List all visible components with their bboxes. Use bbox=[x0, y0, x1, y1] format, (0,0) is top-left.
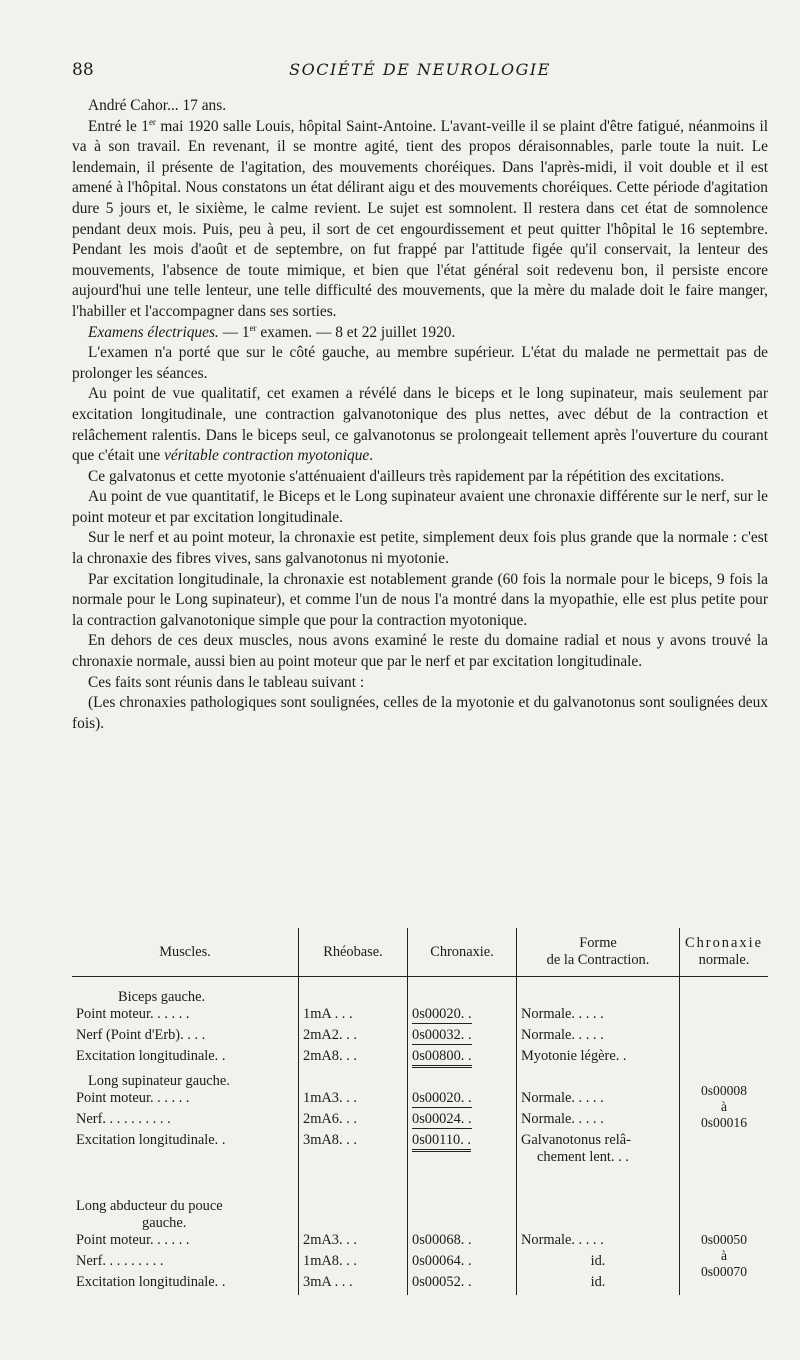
table-row: Point moteur. . . . . . 1mA3. . . 0s00020. . Normale. . . . . bbox=[72, 1090, 768, 1111]
paragraph-nerve: Sur le nerf et au point moteur, la chronaxie est petite, simplement deux fois plus grande que la normale : c'est la chronaxie des fibres vives, sans galvanotonus ni myotonie. bbox=[72, 529, 768, 568]
article-body bbox=[72, 96, 768, 734]
page-number: 88 bbox=[72, 60, 94, 80]
page-header bbox=[72, 60, 768, 90]
table-row: Point moteur. . . . . . 2mA3. . . 0s00068. . Normale. . . . . 0s00050 à 0s00070 bbox=[72, 1232, 768, 1253]
table-row: Excitation longitudinale. . 3mA8. . . 0s00110. . Galvanotonus relâ- chement lent. . . bbox=[72, 1132, 768, 1166]
header-rheobase: Rhéobase. bbox=[299, 928, 408, 977]
normal-range-group3: 0s00050 à 0s00070 bbox=[680, 1232, 769, 1295]
paragraph-table-intro: Ces faits sont réunis dans le tableau suivant : bbox=[88, 673, 365, 691]
running-title: SOCIÉTÉ DE NEUROLOGIE bbox=[289, 60, 551, 79]
table-header-row bbox=[72, 928, 768, 977]
paragraph-galvanotonus: Ce galvatonus et cette myotonie s'atténuaient d'ailleurs très rapidement par la répétition des excitations. bbox=[88, 467, 725, 485]
paragraph-qualitative: Au point de vue qualitatif, cet examen a révélé dans le biceps et le long supinateur, mais seulement par excitation longitudinale, une contraction galvanotonique des plus nettes, avec début de la contraction et relâchement ralentis. Dans le biceps seul, ce galvanotonus se prolongeait tellement après l'ouverture du courant que c'était une véritable contraction myotonique. bbox=[72, 385, 768, 465]
paragraph-patient: André Cahor... 17 ans. bbox=[88, 97, 227, 114]
table-row: Point moteur. . . . . . 1mA . . . 0s00020. . Normale. . . . . bbox=[72, 1006, 768, 1027]
paragraph-radial: En dehors de ces deux muscles, nous avons examiné le reste du domaine radial et nous y avons trouvé la chronaxie normale, aussi bien au point moteur que par le nerf et par excitation longitudinale. bbox=[72, 632, 768, 671]
paragraph-exam-scope: L'examen n'a porté que sur le côté gauche, au membre supérieur. L'état du malade ne permettait pas de prolonger les séances. bbox=[72, 344, 768, 382]
table-row: Nerf. . . . . . . . . 1mA8. . . 0s00064. . id. bbox=[72, 1253, 768, 1274]
header-rule bbox=[72, 977, 768, 986]
paragraph-table-note: (Les chronaxies pathologiques sont soulignées, celles de la myotonie et du galvanotonus sont soulignées deux fois). bbox=[72, 694, 768, 732]
chronaxie-table bbox=[72, 928, 768, 1295]
table-row: Excitation longitudinale. . 3mA . . . 0s00052. . id. bbox=[72, 1274, 768, 1295]
group-title-biceps: Biceps gauche. bbox=[72, 985, 768, 1006]
paragraph-history: Entré le 1er mai 1920 salle Louis, hôpital Saint-Antoine. L'avant-veille il se plaint d'être fatigué, néanmoins il va à son travail. En revenant, il se montre agité, tient des propos déraisonnables, parle toute la nuit. Le lendemain, il présente de l'agitation, des mouvements choréiques. Dans l'après-midi, il voit double et il est amené à l'hôpital. Nous constatons un état délirant aigu et des mouvements choréiques. Cette période d'agitation dure 5 jours et, le sixième, le calme revient. Le sujet est somnolent. Il restera dans cet état de somnolence pendant deux mois. Puis, peu à peu, il sort de cet engourdissement et peut quitter l'hôpital le 16 septembre. Pendant les mois d'août et de septembre, on fut frappé par l'attitude figée qu'il conservait, la lenteur des mouvements, l'absence de toute mimique, et bien que l'état général soit redevenu bon, il persiste encore aujourd'hui une telle lenteur, une telle difficulté des mouvements, que la mère du malade doit le faire manger, l'habiller et l'accompagner dans ses sorties. bbox=[72, 116, 769, 320]
header-forme: Forme de la Contraction. bbox=[517, 928, 680, 977]
table-row: Excitation longitudinale. . 2mA8. . . 0s00800. . Myotonie légère. . 0s00008 à 0s00016 bbox=[72, 1048, 768, 1069]
normal-range-group1: 0s00008 à 0s00016 bbox=[680, 1048, 769, 1166]
group-title-abducteur: Long abducteur du pouce gauche. bbox=[72, 1194, 768, 1232]
header-chronaxie: Chronaxie. bbox=[408, 928, 517, 977]
paragraph-exam-heading: Examens électriques. — 1er examen. — 8 et 22 juillet 1920. bbox=[88, 322, 456, 341]
table-row: Nerf. . . . . . . . . . 2mA6. . . 0s00024. . Normale. . . . . bbox=[72, 1111, 768, 1132]
group-title-supinateur: Long supinateur gauche. bbox=[72, 1069, 768, 1090]
paragraph-longitudinal: Par excitation longitudinale, la chronaxie est notablement grande (60 fois la normale pour le biceps, 9 fois la normale pour le Long supinateur), et comme l'un de nous l'a montré dans la myopathie, elle est plus petite pour la contraction galvanotonique simple que pour la contraction myotonique. bbox=[72, 570, 768, 629]
table-row: Nerf (Point d'Erb). . . . 2mA2. . . 0s00032. . Normale. . . . . bbox=[72, 1027, 768, 1048]
page bbox=[72, 60, 768, 734]
header-normale: Chronaxie normale. bbox=[680, 928, 769, 977]
paragraph-quantitative: Au point de vue quantitatif, le Biceps et le Long supinateur avaient une chronaxie différente sur le nerf, sur le point moteur et par excitation longitudinale. bbox=[72, 488, 768, 526]
header-muscles: Muscles. bbox=[159, 943, 211, 960]
